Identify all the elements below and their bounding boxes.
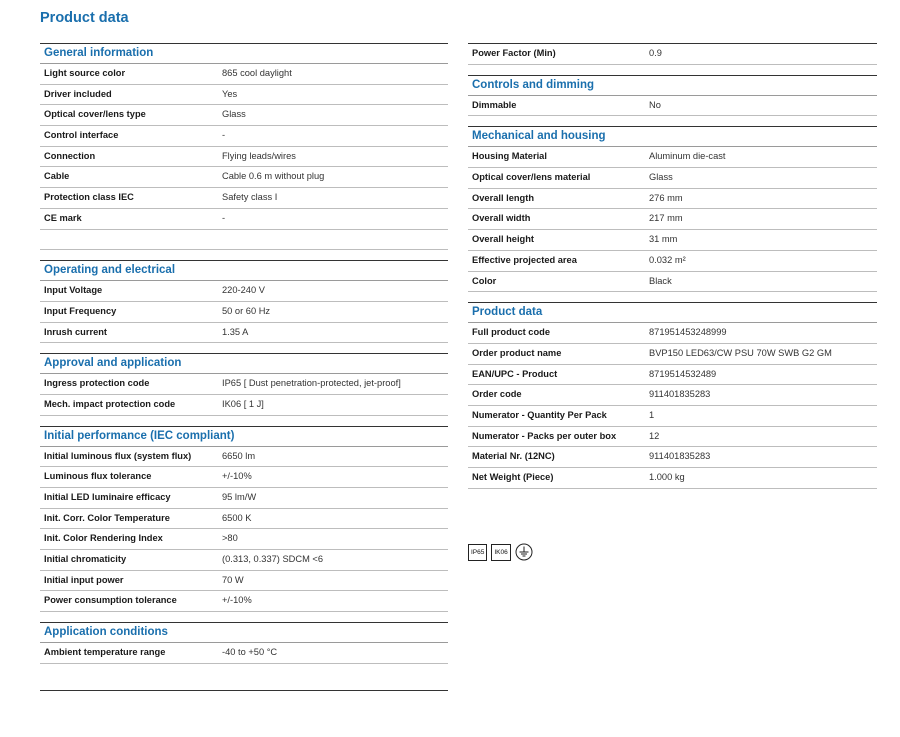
spec-row bbox=[468, 344, 877, 365]
spec-value: 95 lm/W bbox=[222, 492, 257, 502]
spec-label: Init. Color Rendering Index bbox=[44, 533, 163, 544]
spec-row bbox=[468, 43, 877, 65]
application-rows bbox=[40, 643, 448, 664]
application-conditions-section bbox=[40, 622, 448, 664]
spec-value: 31 mm bbox=[649, 234, 678, 245]
spec-value: 6500 K bbox=[222, 512, 252, 523]
approval-application-section bbox=[40, 353, 448, 415]
product-rows bbox=[468, 323, 877, 489]
page-title: Product data bbox=[40, 10, 129, 26]
spec-row bbox=[40, 147, 448, 168]
spec-value: 1 bbox=[649, 409, 655, 420]
spec-value: 70 W bbox=[222, 574, 244, 585]
section-heading: Mechanical and housing bbox=[468, 126, 877, 147]
spec-row bbox=[40, 167, 448, 188]
spec-label: Housing Material bbox=[472, 151, 547, 162]
general-rows bbox=[40, 64, 448, 230]
section-heading: Product data bbox=[468, 302, 877, 323]
controls-rows bbox=[468, 96, 877, 117]
spec-row bbox=[40, 64, 448, 85]
spec-label: Numerator - Packs per outer box bbox=[472, 430, 617, 441]
spec-value: - bbox=[222, 130, 226, 141]
spec-row bbox=[468, 96, 877, 117]
spec-row bbox=[40, 571, 448, 592]
controls-dimming-section bbox=[468, 75, 877, 117]
section-heading: Controls and dimming bbox=[468, 75, 877, 96]
spec-value: Glass bbox=[649, 172, 673, 183]
spec-value: 865 cool daylight bbox=[222, 68, 292, 78]
spec-row bbox=[40, 188, 448, 209]
spec-label: Initial chromaticity bbox=[44, 554, 127, 565]
spec-value: Cable 0.6 m without plug bbox=[222, 171, 325, 182]
section-heading: Application conditions bbox=[40, 622, 448, 643]
spec-row bbox=[468, 147, 877, 168]
spec-row bbox=[468, 447, 877, 468]
spec-value: 1.000 kg bbox=[649, 472, 685, 482]
spec-value: IK06 [ 1 J] bbox=[222, 398, 264, 409]
spec-label: Initial luminous flux (system flux) bbox=[44, 450, 192, 461]
spec-value: BVP150 LED63/CW PSU 70W SWB G2 GM bbox=[649, 347, 832, 358]
certification-icons bbox=[468, 543, 533, 561]
section-heading: Operating and electrical bbox=[40, 260, 448, 281]
spec-row bbox=[40, 281, 448, 302]
spec-label: Overall height bbox=[472, 234, 534, 245]
spec-row bbox=[40, 105, 448, 126]
spec-value: (0.313, 0.337) SDCM <6 bbox=[222, 554, 324, 565]
initial-performance-section bbox=[40, 426, 448, 613]
mechanical-housing-section bbox=[468, 126, 877, 292]
spec-label: Color bbox=[472, 275, 497, 286]
spec-row bbox=[40, 447, 448, 468]
spec-value: Safety class I bbox=[222, 192, 278, 203]
spec-label: Light source color bbox=[44, 68, 126, 78]
spec-row bbox=[468, 323, 877, 344]
spec-row bbox=[40, 126, 448, 147]
power-factor-section bbox=[468, 43, 877, 65]
spec-value: - bbox=[222, 212, 226, 223]
end-divider bbox=[40, 690, 448, 691]
mechanical-rows bbox=[468, 147, 877, 292]
spec-row bbox=[468, 468, 877, 489]
spec-row bbox=[40, 323, 448, 344]
spec-value: 8719514532489 bbox=[649, 368, 717, 379]
product-data-section bbox=[468, 302, 877, 489]
spec-label: Net Weight (Piece) bbox=[472, 472, 554, 482]
spec-label: Numerator - Quantity Per Pack bbox=[472, 409, 607, 420]
spec-label: CE mark bbox=[44, 212, 82, 223]
spec-label: Dimmable bbox=[472, 99, 517, 110]
spec-row bbox=[468, 365, 877, 386]
spec-label: Input Frequency bbox=[44, 305, 117, 316]
spec-label: EAN/UPC - Product bbox=[472, 368, 558, 379]
spec-row bbox=[468, 272, 877, 293]
left-column bbox=[40, 43, 448, 691]
spec-row bbox=[468, 168, 877, 189]
spec-label: Effective projected area bbox=[472, 254, 577, 265]
ik-rating-badge: IK06 bbox=[491, 544, 510, 561]
spec-label: Cable bbox=[44, 171, 70, 182]
spec-value: 1.35 A bbox=[222, 326, 249, 337]
spec-row bbox=[40, 302, 448, 323]
spec-value: >80 bbox=[222, 533, 238, 544]
spec-value: Aluminum die-cast bbox=[649, 151, 726, 162]
spec-value: No bbox=[649, 99, 661, 110]
spec-label: Input Voltage bbox=[44, 285, 103, 296]
spec-row bbox=[468, 406, 877, 427]
spec-label: Protection class IEC bbox=[44, 192, 134, 203]
spec-row bbox=[468, 230, 877, 251]
section-heading: General information bbox=[40, 43, 448, 64]
approval-rows bbox=[40, 374, 448, 415]
spec-value: -40 to +50 °C bbox=[222, 647, 278, 658]
spec-value: 911401835283 bbox=[649, 451, 711, 462]
spec-label: Initial LED luminaire efficacy bbox=[44, 492, 171, 502]
spec-row bbox=[40, 529, 448, 550]
spec-row bbox=[40, 509, 448, 530]
spec-row bbox=[40, 488, 448, 509]
spec-value: 217 mm bbox=[649, 213, 683, 224]
operating-rows bbox=[40, 281, 448, 343]
spec-label: Ambient temperature range bbox=[44, 647, 166, 658]
spec-label: Ingress protection code bbox=[44, 378, 150, 389]
spec-value: Yes bbox=[222, 88, 238, 99]
spec-row bbox=[40, 591, 448, 612]
spec-label: Order code bbox=[472, 389, 522, 400]
spec-label: Connection bbox=[44, 150, 96, 161]
spec-label: Optical cover/lens material bbox=[472, 172, 591, 183]
spec-row bbox=[40, 209, 448, 230]
spec-label: Optical cover/lens type bbox=[44, 109, 146, 120]
spec-row bbox=[40, 374, 448, 395]
spec-value: 220-240 V bbox=[222, 285, 265, 296]
spec-row bbox=[40, 395, 448, 416]
spec-label: Overall length bbox=[472, 192, 534, 203]
spec-label: Material Nr. (12NC) bbox=[472, 451, 555, 462]
spec-row bbox=[40, 85, 448, 106]
spec-label: Order product name bbox=[472, 347, 562, 358]
spec-label: Control interface bbox=[44, 130, 119, 141]
right-column bbox=[468, 43, 877, 489]
spec-label: Driver included bbox=[44, 88, 112, 99]
spec-value: 871951453248999 bbox=[649, 327, 727, 338]
spec-value: IP65 [ Dust penetration-protected, jet-proof] bbox=[222, 378, 401, 389]
spec-label: Power consumption tolerance bbox=[44, 595, 177, 606]
section-heading: Initial performance (IEC compliant) bbox=[40, 426, 448, 447]
spec-label: Power Factor (Min) bbox=[472, 48, 556, 58]
spacer-row bbox=[40, 230, 448, 251]
spec-value: Flying leads/wires bbox=[222, 150, 296, 161]
protective-earth-icon bbox=[515, 543, 533, 561]
spec-row bbox=[468, 251, 877, 272]
spec-value: 50 or 60 Hz bbox=[222, 305, 271, 316]
spec-value: 0.032 m² bbox=[649, 254, 686, 265]
general-information-section bbox=[40, 43, 448, 250]
spec-value: +/-10% bbox=[222, 471, 252, 482]
spec-label: Init. Corr. Color Temperature bbox=[44, 512, 170, 523]
spec-value: 911401835283 bbox=[649, 389, 711, 400]
spec-value: 6650 lm bbox=[222, 450, 256, 461]
spec-row bbox=[468, 385, 877, 406]
spec-value: 276 mm bbox=[649, 192, 683, 203]
spec-label: Luminous flux tolerance bbox=[44, 471, 152, 482]
spec-value: Glass bbox=[222, 109, 246, 120]
spec-value: Black bbox=[649, 275, 672, 286]
spec-label: Inrush current bbox=[44, 326, 108, 337]
spec-label: Full product code bbox=[472, 327, 550, 338]
spec-row bbox=[468, 189, 877, 210]
spec-row bbox=[40, 467, 448, 488]
spec-row bbox=[40, 643, 448, 664]
spec-row bbox=[40, 550, 448, 571]
spec-value: 0.9 bbox=[649, 48, 662, 58]
spec-value: +/-10% bbox=[222, 595, 252, 606]
spec-value: 12 bbox=[649, 430, 660, 441]
spec-row bbox=[468, 427, 877, 448]
operating-electrical-section bbox=[40, 260, 448, 343]
spec-label: Overall width bbox=[472, 213, 531, 224]
spec-row bbox=[468, 209, 877, 230]
ip-rating-badge: IP65 bbox=[468, 544, 487, 561]
spec-label: Mech. impact protection code bbox=[44, 398, 176, 409]
spec-label: Initial input power bbox=[44, 574, 124, 585]
initial-rows bbox=[40, 447, 448, 613]
section-heading: Approval and application bbox=[40, 353, 448, 374]
